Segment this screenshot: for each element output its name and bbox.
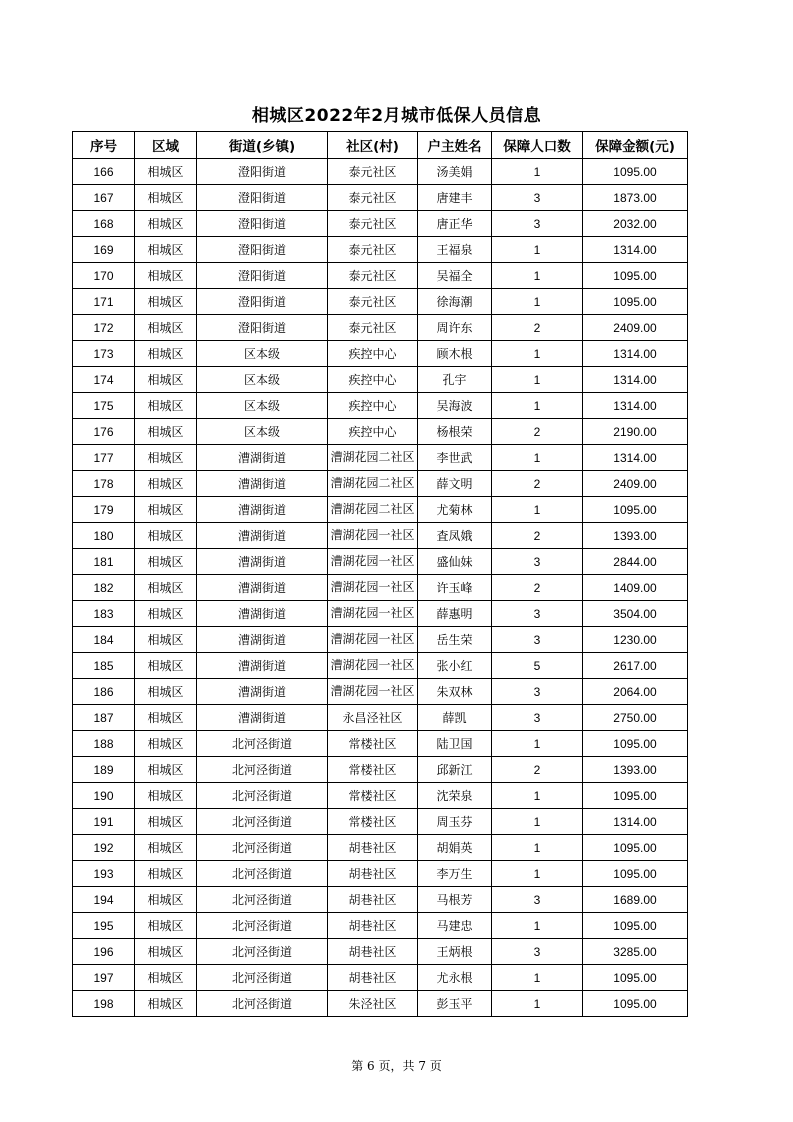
cell-householder: 马建忠	[418, 913, 492, 939]
cell-seq: 198	[73, 991, 135, 1017]
cell-population: 3	[492, 185, 583, 211]
cell-area: 相城区	[135, 731, 197, 757]
cell-amount: 1095.00	[583, 991, 688, 1017]
cell-area: 相城区	[135, 965, 197, 991]
cell-seq: 195	[73, 913, 135, 939]
cell-population: 1	[492, 991, 583, 1017]
cell-seq: 171	[73, 289, 135, 315]
cell-community: 朱泾社区	[328, 991, 418, 1017]
cell-area: 相城区	[135, 861, 197, 887]
cell-area: 相城区	[135, 237, 197, 263]
cell-seq: 193	[73, 861, 135, 887]
cell-amount: 1393.00	[583, 757, 688, 783]
table-row	[73, 809, 688, 835]
cell-seq: 188	[73, 731, 135, 757]
cell-community: 漕湖花园二社区	[328, 445, 418, 471]
table-row	[73, 497, 688, 523]
cell-amount: 1314.00	[583, 237, 688, 263]
cell-community: 泰元社区	[328, 237, 418, 263]
cell-area: 相城区	[135, 601, 197, 627]
cell-street: 北河泾街道	[197, 861, 328, 887]
cell-amount: 1689.00	[583, 887, 688, 913]
cell-area: 相城区	[135, 263, 197, 289]
cell-seq: 181	[73, 549, 135, 575]
cell-amount: 1095.00	[583, 913, 688, 939]
cell-population: 2	[492, 419, 583, 445]
cell-street: 北河泾街道	[197, 783, 328, 809]
cell-area: 相城区	[135, 341, 197, 367]
cell-householder: 彭玉平	[418, 991, 492, 1017]
cell-community: 疾控中心	[328, 393, 418, 419]
cell-community: 泰元社区	[328, 185, 418, 211]
cell-amount: 1873.00	[583, 185, 688, 211]
cell-amount: 1314.00	[583, 445, 688, 471]
cell-householder: 杨根荣	[418, 419, 492, 445]
cell-area: 相城区	[135, 185, 197, 211]
cell-population: 1	[492, 965, 583, 991]
table-row	[73, 965, 688, 991]
header-householder: 户主姓名	[418, 132, 492, 159]
cell-population: 2	[492, 523, 583, 549]
cell-street: 漕湖街道	[197, 705, 328, 731]
cell-seq: 172	[73, 315, 135, 341]
cell-population: 1	[492, 731, 583, 757]
cell-community: 漕湖花园二社区	[328, 471, 418, 497]
cell-seq: 178	[73, 471, 135, 497]
cell-seq: 175	[73, 393, 135, 419]
cell-amount: 1095.00	[583, 497, 688, 523]
cell-population: 3	[492, 211, 583, 237]
cell-street: 区本级	[197, 393, 328, 419]
table-row	[73, 991, 688, 1017]
cell-community: 胡巷社区	[328, 913, 418, 939]
cell-amount: 3504.00	[583, 601, 688, 627]
cell-area: 相城区	[135, 809, 197, 835]
cell-community: 疾控中心	[328, 419, 418, 445]
cell-householder: 孔宇	[418, 367, 492, 393]
cell-seq: 170	[73, 263, 135, 289]
cell-community: 常楼社区	[328, 731, 418, 757]
table-row	[73, 419, 688, 445]
cell-community: 漕湖花园一社区	[328, 601, 418, 627]
cell-householder: 邱新江	[418, 757, 492, 783]
cell-population: 5	[492, 653, 583, 679]
cell-street: 北河泾街道	[197, 913, 328, 939]
cell-seq: 174	[73, 367, 135, 393]
cell-seq: 180	[73, 523, 135, 549]
cell-amount: 2190.00	[583, 419, 688, 445]
cell-area: 相城区	[135, 913, 197, 939]
cell-amount: 2844.00	[583, 549, 688, 575]
cell-street: 北河泾街道	[197, 835, 328, 861]
cell-community: 疾控中心	[328, 367, 418, 393]
cell-seq: 184	[73, 627, 135, 653]
cell-amount: 2750.00	[583, 705, 688, 731]
cell-street: 漕湖街道	[197, 445, 328, 471]
cell-householder: 査凤娥	[418, 523, 492, 549]
cell-seq: 191	[73, 809, 135, 835]
cell-street: 漕湖街道	[197, 627, 328, 653]
cell-area: 相城区	[135, 211, 197, 237]
cell-area: 相城区	[135, 887, 197, 913]
cell-area: 相城区	[135, 627, 197, 653]
table-row	[73, 471, 688, 497]
cell-area: 相城区	[135, 393, 197, 419]
cell-householder: 朱双林	[418, 679, 492, 705]
cell-householder: 沈荣泉	[418, 783, 492, 809]
cell-seq: 187	[73, 705, 135, 731]
cell-area: 相城区	[135, 835, 197, 861]
table-row	[73, 731, 688, 757]
cell-area: 相城区	[135, 289, 197, 315]
cell-seq: 189	[73, 757, 135, 783]
cell-householder: 尤菊林	[418, 497, 492, 523]
cell-street: 北河泾街道	[197, 757, 328, 783]
cell-amount: 2064.00	[583, 679, 688, 705]
header-seq: 序号	[73, 132, 135, 159]
data-table	[72, 131, 688, 1017]
cell-seq: 167	[73, 185, 135, 211]
cell-community: 胡巷社区	[328, 887, 418, 913]
cell-street: 区本级	[197, 341, 328, 367]
cell-householder: 徐海潮	[418, 289, 492, 315]
cell-population: 2	[492, 575, 583, 601]
cell-seq: 173	[73, 341, 135, 367]
cell-area: 相城区	[135, 471, 197, 497]
cell-street: 北河泾街道	[197, 731, 328, 757]
cell-community: 泰元社区	[328, 211, 418, 237]
cell-area: 相城区	[135, 367, 197, 393]
cell-seq: 182	[73, 575, 135, 601]
page-title: 相城区2022年2月城市低保人员信息	[251, 106, 542, 126]
cell-householder: 胡娟英	[418, 835, 492, 861]
table-row	[73, 367, 688, 393]
cell-amount: 1314.00	[583, 393, 688, 419]
cell-community: 漕湖花园一社区	[328, 653, 418, 679]
cell-area: 相城区	[135, 315, 197, 341]
cell-population: 1	[492, 809, 583, 835]
table-row	[73, 211, 688, 237]
cell-population: 1	[492, 783, 583, 809]
table-row	[73, 549, 688, 575]
cell-street: 漕湖街道	[197, 549, 328, 575]
cell-amount: 3285.00	[583, 939, 688, 965]
cell-population: 1	[492, 393, 583, 419]
cell-area: 相城区	[135, 991, 197, 1017]
cell-seq: 192	[73, 835, 135, 861]
cell-householder: 薛文明	[418, 471, 492, 497]
cell-amount: 1095.00	[583, 783, 688, 809]
cell-seq: 176	[73, 419, 135, 445]
cell-street: 漕湖街道	[197, 523, 328, 549]
cell-area: 相城区	[135, 575, 197, 601]
cell-seq: 185	[73, 653, 135, 679]
cell-area: 相城区	[135, 419, 197, 445]
cell-community: 漕湖花园一社区	[328, 575, 418, 601]
cell-householder: 周玉芬	[418, 809, 492, 835]
cell-community: 胡巷社区	[328, 939, 418, 965]
cell-population: 1	[492, 861, 583, 887]
cell-population: 1	[492, 341, 583, 367]
cell-street: 北河泾街道	[197, 965, 328, 991]
cell-street: 澄阳街道	[197, 159, 328, 185]
cell-seq: 183	[73, 601, 135, 627]
cell-population: 1	[492, 497, 583, 523]
cell-street: 澄阳街道	[197, 263, 328, 289]
cell-seq: 177	[73, 445, 135, 471]
header-row	[73, 132, 688, 159]
cell-population: 2	[492, 315, 583, 341]
cell-population: 1	[492, 159, 583, 185]
cell-householder: 马根芳	[418, 887, 492, 913]
header-street: 街道(乡镇)	[197, 132, 328, 159]
cell-seq: 194	[73, 887, 135, 913]
cell-area: 相城区	[135, 757, 197, 783]
cell-amount: 1409.00	[583, 575, 688, 601]
table-row	[73, 653, 688, 679]
cell-community: 漕湖花园一社区	[328, 523, 418, 549]
cell-community: 漕湖花园一社区	[328, 549, 418, 575]
cell-seq: 186	[73, 679, 135, 705]
cell-community: 泰元社区	[328, 289, 418, 315]
cell-street: 澄阳街道	[197, 211, 328, 237]
cell-community: 胡巷社区	[328, 861, 418, 887]
table-row	[73, 913, 688, 939]
cell-street: 北河泾街道	[197, 991, 328, 1017]
cell-amount: 1095.00	[583, 835, 688, 861]
cell-area: 相城区	[135, 783, 197, 809]
cell-amount: 1095.00	[583, 731, 688, 757]
cell-householder: 薛凯	[418, 705, 492, 731]
cell-seq: 168	[73, 211, 135, 237]
cell-householder: 李世武	[418, 445, 492, 471]
cell-seq: 190	[73, 783, 135, 809]
cell-street: 北河泾街道	[197, 887, 328, 913]
cell-population: 2	[492, 471, 583, 497]
cell-amount: 2617.00	[583, 653, 688, 679]
cell-population: 3	[492, 939, 583, 965]
cell-population: 1	[492, 263, 583, 289]
table-row	[73, 159, 688, 185]
cell-community: 常楼社区	[328, 809, 418, 835]
cell-population: 2	[492, 757, 583, 783]
table-row	[73, 263, 688, 289]
cell-street: 澄阳街道	[197, 185, 328, 211]
cell-amount: 2409.00	[583, 315, 688, 341]
cell-householder: 李万生	[418, 861, 492, 887]
cell-population: 1	[492, 367, 583, 393]
header-population: 保障人口数	[492, 132, 583, 159]
cell-amount: 2409.00	[583, 471, 688, 497]
cell-area: 相城区	[135, 549, 197, 575]
table-row	[73, 939, 688, 965]
cell-population: 3	[492, 679, 583, 705]
cell-householder: 岳生荣	[418, 627, 492, 653]
cell-seq: 196	[73, 939, 135, 965]
cell-area: 相城区	[135, 159, 197, 185]
cell-householder: 许玉峰	[418, 575, 492, 601]
cell-street: 漕湖街道	[197, 575, 328, 601]
table-row	[73, 445, 688, 471]
cell-population: 3	[492, 627, 583, 653]
cell-community: 常楼社区	[328, 783, 418, 809]
table-row	[73, 861, 688, 887]
cell-community: 常楼社区	[328, 757, 418, 783]
cell-population: 3	[492, 705, 583, 731]
table-row	[73, 393, 688, 419]
cell-street: 北河泾街道	[197, 939, 328, 965]
table-row	[73, 757, 688, 783]
cell-community: 漕湖花园一社区	[328, 679, 418, 705]
cell-population: 1	[492, 289, 583, 315]
cell-area: 相城区	[135, 939, 197, 965]
cell-community: 永昌泾社区	[328, 705, 418, 731]
cell-seq: 197	[73, 965, 135, 991]
cell-householder: 薛惠明	[418, 601, 492, 627]
cell-area: 相城区	[135, 705, 197, 731]
cell-amount: 1095.00	[583, 861, 688, 887]
cell-householder: 顾木根	[418, 341, 492, 367]
cell-householder: 唐建丰	[418, 185, 492, 211]
cell-community: 泰元社区	[328, 315, 418, 341]
cell-householder: 盛仙妹	[418, 549, 492, 575]
cell-amount: 1230.00	[583, 627, 688, 653]
table-row	[73, 601, 688, 627]
cell-street: 北河泾街道	[197, 809, 328, 835]
cell-householder: 陆卫国	[418, 731, 492, 757]
cell-population: 3	[492, 549, 583, 575]
table-row	[73, 341, 688, 367]
cell-amount: 1314.00	[583, 341, 688, 367]
cell-community: 泰元社区	[328, 263, 418, 289]
cell-street: 区本级	[197, 419, 328, 445]
cell-street: 漕湖街道	[197, 601, 328, 627]
cell-street: 澄阳街道	[197, 289, 328, 315]
cell-householder: 张小红	[418, 653, 492, 679]
cell-amount: 2032.00	[583, 211, 688, 237]
header-area: 区域	[135, 132, 197, 159]
cell-amount: 1314.00	[583, 809, 688, 835]
cell-community: 胡巷社区	[328, 835, 418, 861]
cell-householder: 周许东	[418, 315, 492, 341]
cell-street: 漕湖街道	[197, 653, 328, 679]
table-row	[73, 887, 688, 913]
cell-population: 3	[492, 601, 583, 627]
cell-householder: 吴海波	[418, 393, 492, 419]
header-amount: 保障金额(元)	[583, 132, 688, 159]
cell-amount: 1393.00	[583, 523, 688, 549]
cell-street: 漕湖街道	[197, 679, 328, 705]
cell-amount: 1095.00	[583, 159, 688, 185]
cell-area: 相城区	[135, 679, 197, 705]
cell-householder: 唐正华	[418, 211, 492, 237]
table-row	[73, 627, 688, 653]
header-community: 社区(村)	[328, 132, 418, 159]
table-row	[73, 237, 688, 263]
table-row	[73, 783, 688, 809]
table-row	[73, 679, 688, 705]
cell-community: 胡巷社区	[328, 965, 418, 991]
cell-seq: 166	[73, 159, 135, 185]
table-row	[73, 523, 688, 549]
cell-street: 区本级	[197, 367, 328, 393]
table-row	[73, 289, 688, 315]
cell-householder: 王炳根	[418, 939, 492, 965]
cell-community: 泰元社区	[328, 159, 418, 185]
table-row	[73, 705, 688, 731]
table-row	[73, 185, 688, 211]
cell-area: 相城区	[135, 653, 197, 679]
cell-population: 1	[492, 237, 583, 263]
cell-population: 3	[492, 887, 583, 913]
cell-seq: 179	[73, 497, 135, 523]
cell-street: 漕湖街道	[197, 471, 328, 497]
cell-area: 相城区	[135, 523, 197, 549]
page-footer: 第 6 页，共 7 页	[351, 1059, 442, 1073]
cell-street: 澄阳街道	[197, 237, 328, 263]
cell-householder: 汤美娟	[418, 159, 492, 185]
cell-amount: 1314.00	[583, 367, 688, 393]
cell-seq: 169	[73, 237, 135, 263]
cell-population: 1	[492, 445, 583, 471]
cell-amount: 1095.00	[583, 965, 688, 991]
table-row	[73, 315, 688, 341]
cell-area: 相城区	[135, 445, 197, 471]
cell-population: 1	[492, 835, 583, 861]
cell-householder: 尤永根	[418, 965, 492, 991]
cell-community: 漕湖花园一社区	[328, 627, 418, 653]
cell-householder: 王福泉	[418, 237, 492, 263]
cell-community: 漕湖花园二社区	[328, 497, 418, 523]
cell-area: 相城区	[135, 497, 197, 523]
cell-street: 澄阳街道	[197, 315, 328, 341]
cell-community: 疾控中心	[328, 341, 418, 367]
table-row	[73, 835, 688, 861]
cell-population: 1	[492, 913, 583, 939]
table-row	[73, 575, 688, 601]
cell-amount: 1095.00	[583, 289, 688, 315]
cell-street: 漕湖街道	[197, 497, 328, 523]
cell-amount: 1095.00	[583, 263, 688, 289]
cell-householder: 吴福全	[418, 263, 492, 289]
